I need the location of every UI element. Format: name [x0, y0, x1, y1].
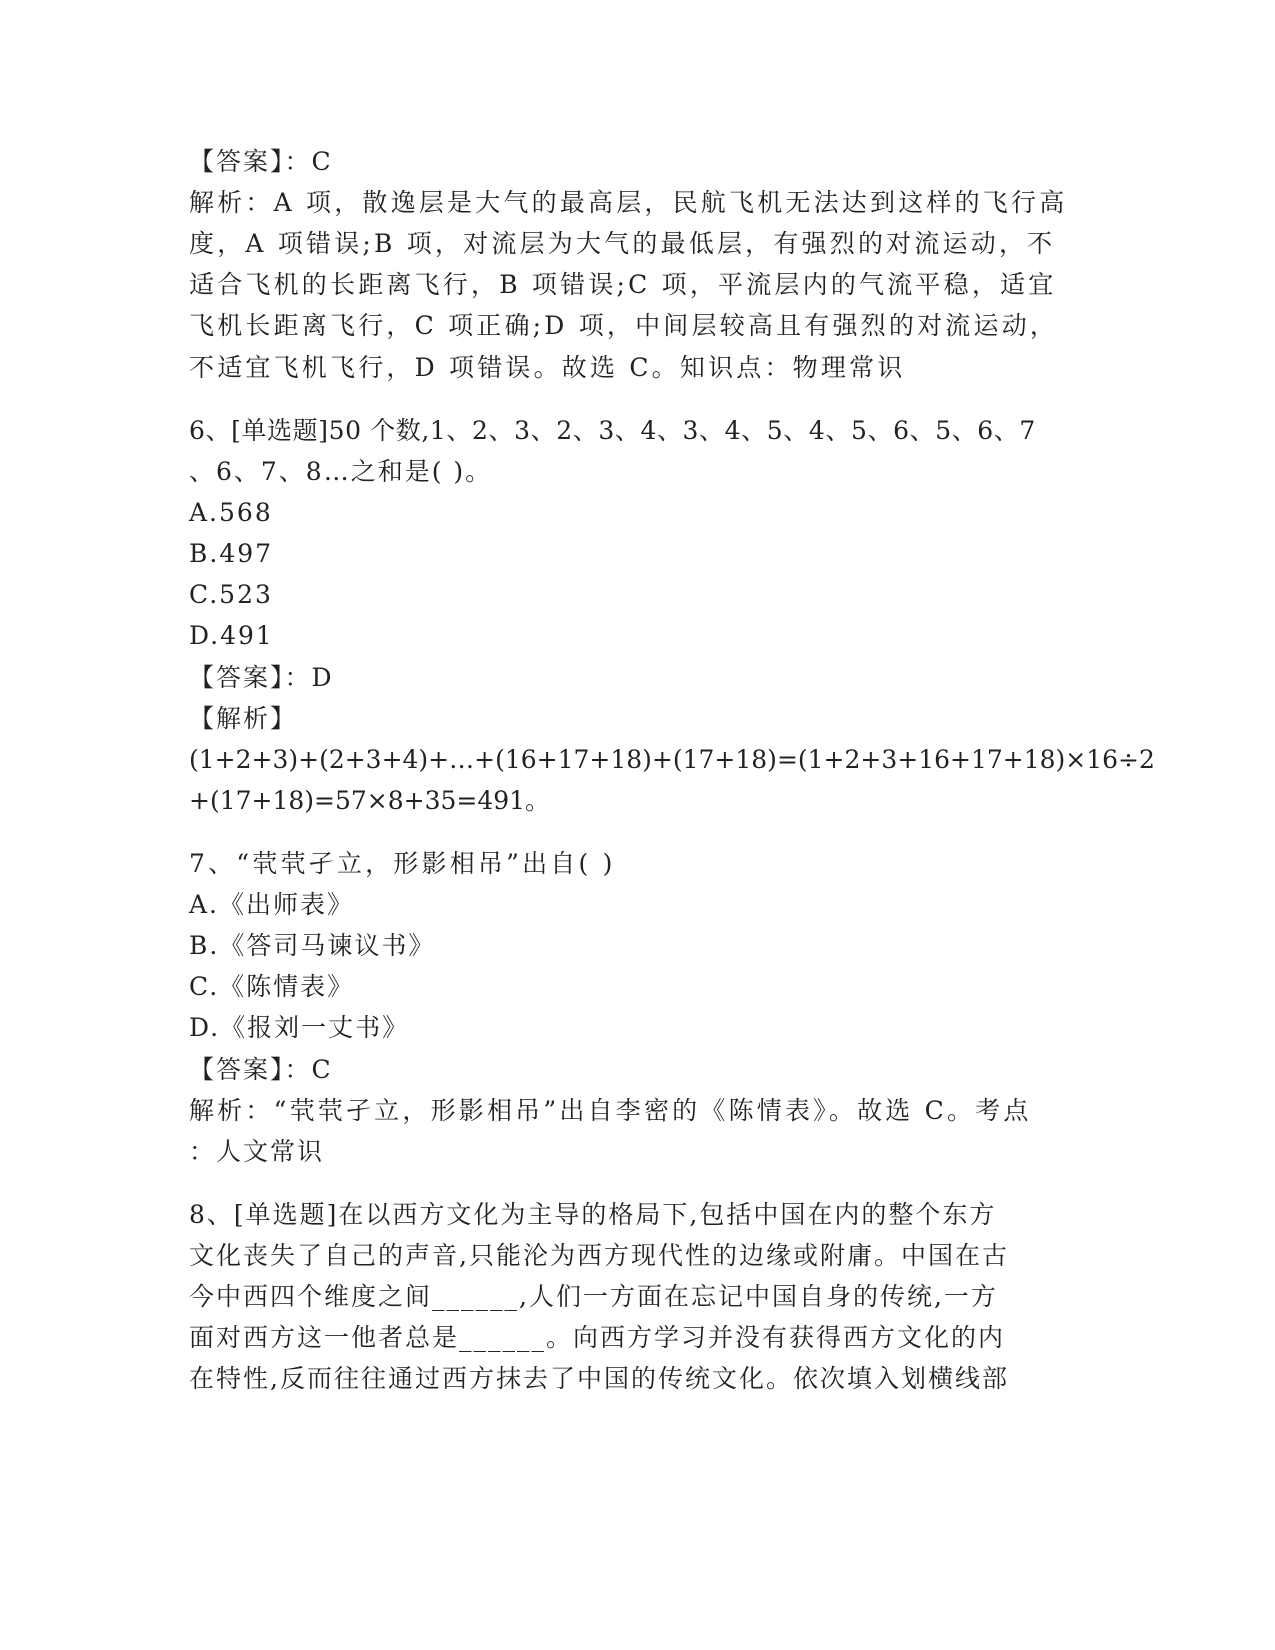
question-stem: 、6、7、8…之和是( )。 — [189, 457, 493, 486]
analysis-line: ：人文常识 — [189, 1137, 325, 1166]
analysis-line: 不适宜飞机飞行，D 项错误。故选 C。知识点：物理常识 — [189, 353, 906, 382]
option-b: B.497 — [189, 539, 274, 568]
analysis-line: 适合飞机的长距离飞行，B 项错误;C 项，平流层内的气流平稳，适宜 — [189, 270, 1057, 299]
question-stem: 在特性,反而往往通过西方抹去了中国的传统文化。依次填入划横线部 — [189, 1364, 1009, 1393]
analysis-line: 解析：A 项，散逸层是大气的最高层，民航飞机无法达到这样的飞行高 — [189, 188, 1068, 217]
answer-line: 【答案】：C — [189, 147, 333, 176]
question-stem: 6、[单选题]50 个数,1、2、3、2、3、4、3、4、5、4、5、6、5、6、7 — [189, 416, 1036, 445]
question-stem: 文化丧失了自己的声音,只能沦为西方现代性的边缘或附庸。中国在古 — [189, 1241, 1009, 1270]
option-c: C.《陈情表》 — [189, 972, 355, 1001]
analysis-line: 解析：“茕茕孑立，形影相吊”出自李密的《陈情表》。故选 C。考点 — [189, 1096, 1032, 1125]
option-c: C.523 — [189, 580, 273, 609]
analysis-formula: (1+2+3)+(2+3+4)+…+(16+17+18)+(17+18)=(1+2+3+16+17+18)×16÷2 — [189, 745, 1155, 774]
analysis-line: 飞机长距离飞行，C 项正确;D 项，中间层较高且有强烈的对流运动， — [189, 311, 1059, 340]
option-a: A.《出师表》 — [189, 890, 355, 919]
option-d: D.《报刘一丈书》 — [189, 1013, 410, 1042]
question-stem: 7、“茕茕孑立，形影相吊”出自( ) — [189, 849, 616, 878]
analysis-line: 度，A 项错误;B 项，对流层为大气的最低层，有强烈的对流运动，不 — [189, 229, 1056, 258]
option-b: B.《答司马谏议书》 — [189, 931, 436, 960]
answer-line: 【答案】：D — [189, 663, 334, 692]
analysis-heading: 【解析】 — [189, 704, 298, 733]
question-stem: 今中西四个维度之间______,人们一方面在忘记中国自身的传统,一方 — [189, 1282, 998, 1311]
option-a: A.568 — [189, 498, 273, 527]
answer-line: 【答案】：C — [189, 1055, 333, 1084]
question-stem: 面对西方这一他者总是______。向西方学习并没有获得西方文化的内 — [189, 1323, 1006, 1352]
option-d: D.491 — [189, 621, 274, 650]
question-stem: 8、[单选题]在以西方文化为主导的格局下,包括中国在内的整个东方 — [189, 1200, 997, 1229]
analysis-formula: +(17+18)=57×8+35=491。 — [189, 786, 551, 815]
